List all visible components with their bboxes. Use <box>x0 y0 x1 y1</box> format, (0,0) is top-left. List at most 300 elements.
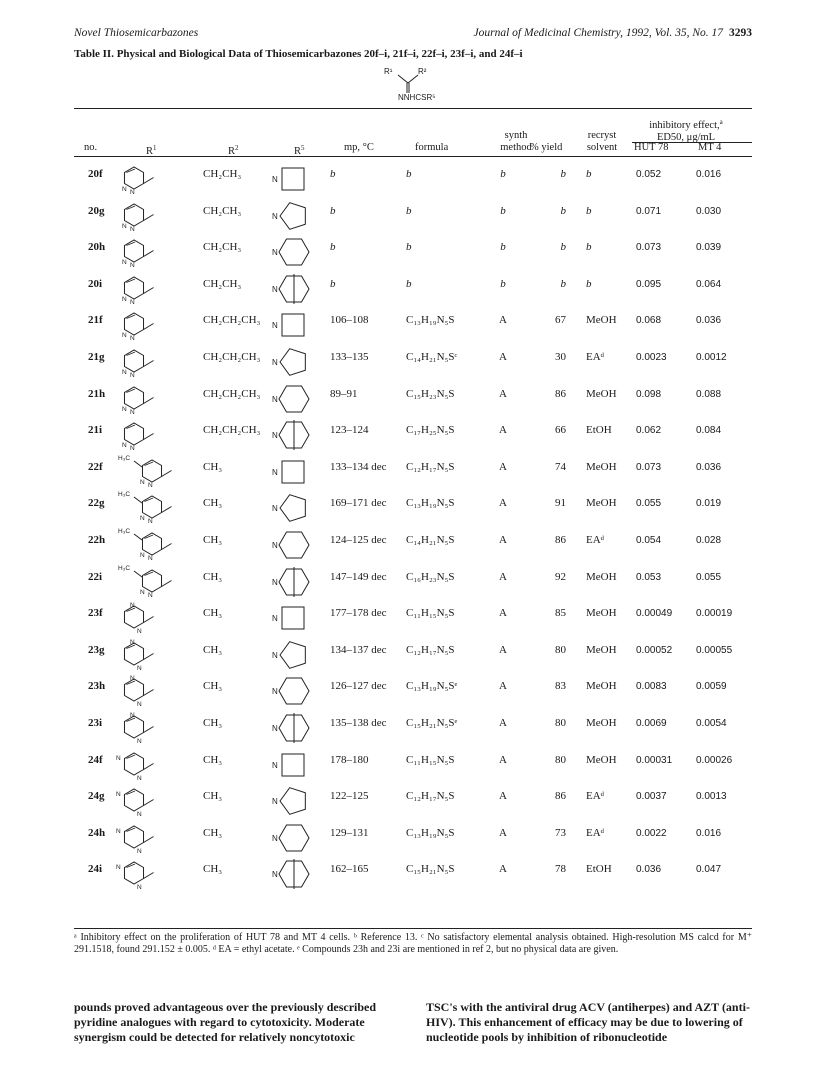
ed50-hut78: 0.00031 <box>636 754 673 766</box>
synth-method: A <box>499 790 507 803</box>
recryst-solvent: b <box>586 241 592 254</box>
r5-header-sup: 5 <box>301 144 305 152</box>
table-bottom-rule <box>74 928 752 929</box>
svg-text:N: N <box>130 638 135 646</box>
percent-yield: 66 <box>555 424 566 437</box>
table-top-rule <box>74 108 752 109</box>
percent-yield: 73 <box>555 826 566 839</box>
r1-structure-pyrazine <box>116 817 176 853</box>
melting-point: 162–165 <box>330 863 369 876</box>
compound-number: 20i <box>88 277 103 290</box>
percent-yield: 67 <box>555 314 566 327</box>
table-row <box>74 782 752 819</box>
table-row <box>74 270 752 307</box>
svg-text:N: N <box>122 295 127 303</box>
svg-text:N: N <box>272 723 278 733</box>
r5-structure-ring5 <box>270 343 320 377</box>
ed50-mt4: 0.0054 <box>696 717 727 729</box>
compound-number: 22g <box>88 497 105 510</box>
percent-yield: 85 <box>555 607 566 620</box>
svg-text:N: N <box>116 827 121 835</box>
formula: C₁₃H₁₉N₅Sᵉ <box>406 680 458 693</box>
recryst-solvent: MeOH <box>586 314 617 327</box>
ed50-hut78: 0.036 <box>636 864 662 876</box>
svg-text:N: N <box>272 431 278 441</box>
table-row <box>74 233 752 270</box>
body-text <box>74 1000 752 1060</box>
r5-structure-ring4 <box>270 746 320 780</box>
recryst-solvent: EtOH <box>586 424 612 437</box>
melting-point: b <box>330 277 336 290</box>
percent-yield: 80 <box>555 643 566 656</box>
r2-header-sup: 2 <box>235 144 239 152</box>
svg-text:N: N <box>140 551 145 559</box>
compound-number: 22f <box>88 460 103 473</box>
r2-substituent: CH₃ <box>203 643 223 656</box>
r5-structure-ring4 <box>270 453 320 487</box>
formula: C₁₄H₂₁N₅S <box>406 533 455 546</box>
table-title <box>74 48 523 60</box>
r5-structure-ring6 <box>270 233 320 267</box>
formula: C₁₇H₂₅N₅S <box>406 424 455 437</box>
formula: C₁₅H₂₃N₅S <box>406 387 455 400</box>
r1-structure-pyridazine <box>116 195 176 231</box>
formula: C₁₂H₁₇N₅S <box>406 790 455 803</box>
synth-method: A <box>499 570 507 583</box>
ed50-mt4: 0.036 <box>696 315 722 327</box>
recryst-solvent: MeOH <box>586 497 617 510</box>
synth-method: A <box>499 350 507 363</box>
ed50-mt4: 0.055 <box>696 571 722 583</box>
percent-yield: 92 <box>555 570 566 583</box>
svg-text:N: N <box>272 687 278 697</box>
percent-yield: 83 <box>555 680 566 693</box>
r2-substituent: CH₃ <box>203 607 223 620</box>
r2-substituent: CH₂CH₂CH₃ <box>203 350 261 363</box>
ed50-hut78: 0.071 <box>636 205 662 217</box>
svg-text:N: N <box>130 602 135 610</box>
svg-text:H₃C: H₃C <box>118 564 131 572</box>
r1-structure-pyrazine <box>116 780 176 819</box>
melting-point: 135–138 dec <box>330 716 387 729</box>
svg-text:N: N <box>122 405 127 413</box>
r2-substituent: CH₃ <box>203 680 223 693</box>
yield-header: % yield <box>530 142 563 153</box>
table-row <box>74 197 752 234</box>
table-row <box>74 306 752 343</box>
svg-text:N: N <box>272 797 278 807</box>
ed50-hut78: 0.00052 <box>636 644 673 656</box>
melting-point: 177–178 dec <box>330 607 387 620</box>
ed50-mt4: 0.00019 <box>696 608 733 620</box>
recryst-header-line1: recryst <box>587 130 617 141</box>
ed50-mt4: 0.030 <box>696 205 722 217</box>
svg-text:N: N <box>122 186 127 193</box>
svg-text:N: N <box>272 284 278 294</box>
compound-number: 21g <box>88 350 105 363</box>
ed50-hut78: 0.0083 <box>636 681 667 693</box>
r5-structure-ring4 <box>270 306 320 340</box>
table-row <box>74 636 752 673</box>
r1-structure-methylpyridazine <box>116 451 176 487</box>
synth-method: A <box>499 753 507 766</box>
formula: C₁₃H₁₉N₅S <box>406 826 455 839</box>
ed50-hut78: 0.052 <box>636 169 662 180</box>
table-caption: Physical and Biological Data of Thiosemicarbazones 20f–i, 21f–i, 22f–i, 23f–i, and 24f–i <box>116 48 523 60</box>
ed50-hut78: 0.0022 <box>636 827 667 839</box>
ed50-hut78: 0.095 <box>636 278 662 290</box>
svg-text:N: N <box>130 445 135 453</box>
ed50-mt4: 0.0013 <box>696 791 727 803</box>
svg-text:N: N <box>272 321 278 331</box>
r1-structure-pyridazine <box>116 268 176 304</box>
ed50-hut78: 0.053 <box>636 571 662 583</box>
melting-point: 134–137 dec <box>330 643 387 656</box>
r1-structure-methylpyridazine <box>116 487 176 526</box>
hut78-header: HUT 78 <box>634 142 669 153</box>
r2-substituent: CH₂CH₂CH₃ <box>203 424 261 437</box>
table-row <box>74 160 752 197</box>
synth-header-line2: method <box>500 142 532 153</box>
running-header-right <box>474 27 752 39</box>
percent-yield: 86 <box>555 533 566 546</box>
recryst-header <box>582 130 622 154</box>
ed50-hut78: 0.062 <box>636 425 662 437</box>
ed50-mt4: 0.064 <box>696 278 722 290</box>
synth-method: A <box>499 314 507 327</box>
percent-yield: 86 <box>555 790 566 803</box>
ed50-hut78: 0.0037 <box>636 791 667 803</box>
inhib-header-sup: a <box>719 118 723 126</box>
r2-substituent: CH₂CH₃ <box>203 168 242 180</box>
melting-point: b <box>330 204 336 217</box>
percent-yield: 80 <box>555 716 566 729</box>
percent-yield: b <box>560 168 566 180</box>
svg-text:N: N <box>140 588 145 596</box>
formula: b <box>406 204 412 217</box>
compound-number: 22h <box>88 533 106 546</box>
formula-header: formula <box>415 142 449 153</box>
r1-structure-methylpyridazine <box>116 524 176 560</box>
r1-header-text: R <box>146 146 154 157</box>
r5-structure-ring5 <box>270 636 320 670</box>
svg-text:H₃C: H₃C <box>118 454 131 462</box>
synth-header-line1: synth <box>504 130 528 141</box>
table-row <box>74 343 752 380</box>
synth-method: b <box>500 277 506 290</box>
svg-text:N: N <box>137 701 142 709</box>
recryst-solvent: MeOH <box>586 570 617 583</box>
formula: C₁₂H₁₇N₅S <box>406 643 455 656</box>
svg-text:N: N <box>122 368 127 376</box>
compound-number: 24h <box>88 826 106 839</box>
svg-text:N: N <box>148 591 153 599</box>
synth-method: b <box>500 241 506 254</box>
percent-yield: 74 <box>555 460 566 473</box>
recryst-solvent: EAᵈ <box>586 826 605 839</box>
recryst-solvent: EAᵈ <box>586 790 605 803</box>
r2-substituent: CH₃ <box>203 460 223 473</box>
compound-number: 24f <box>88 753 103 766</box>
ed50-mt4: 0.016 <box>696 169 722 180</box>
recryst-solvent: MeOH <box>586 643 617 656</box>
r2-substituent: CH₃ <box>203 497 223 510</box>
formula: C₁₃H₁₉N₅S <box>406 314 455 327</box>
body-text-right-column: TSC's with the antiviral drug ACV (antiherpes) and AZT (anti-HIV). This enhancement of efficacy may be due to lowering of nucleotide pools by inhibition of ribonucleotide <box>426 1000 750 1044</box>
svg-text:N: N <box>272 248 278 258</box>
compound-number: 22i <box>88 570 103 583</box>
svg-text:N: N <box>122 222 127 230</box>
svg-text:N: N <box>130 675 135 683</box>
ed50-hut78: 0.055 <box>636 498 662 510</box>
table-label: Table II. <box>74 48 114 60</box>
ed50-hut78: 0.0069 <box>636 717 667 729</box>
percent-yield: 78 <box>555 863 566 876</box>
svg-text:N: N <box>116 791 121 799</box>
svg-text:N: N <box>137 811 142 819</box>
recryst-solvent: b <box>586 168 592 180</box>
recryst-solvent: MeOH <box>586 387 617 400</box>
svg-text:N: N <box>272 760 278 770</box>
table-body <box>74 160 752 892</box>
recryst-solvent: MeOH <box>586 607 617 620</box>
r2-substituent: CH₃ <box>203 570 223 583</box>
ed50-mt4: 0.088 <box>696 388 722 400</box>
synth-method: A <box>499 680 507 693</box>
running-header-left: Novel Thiosemicarbazones <box>74 27 199 39</box>
synth-method: A <box>499 533 507 546</box>
ed50-mt4: 0.016 <box>696 827 722 839</box>
r1-header-sup: 1 <box>153 144 157 152</box>
svg-text:N: N <box>272 540 278 550</box>
svg-text:N: N <box>272 504 278 514</box>
r1-structure-pyrimidine <box>116 634 176 670</box>
svg-text:N: N <box>130 298 135 306</box>
table-row <box>74 416 752 453</box>
table-row <box>74 819 752 856</box>
svg-text:N: N <box>130 262 135 270</box>
recryst-solvent: EAᵈ <box>586 533 605 546</box>
inhib-header-line2: ED50, μg/mL <box>656 132 716 143</box>
r2-header-text: R <box>228 146 236 157</box>
recryst-solvent: MeOH <box>586 460 617 473</box>
r1-structure-pyridazine <box>116 231 176 270</box>
recryst-solvent: EtOH <box>586 863 612 876</box>
svg-text:N: N <box>137 737 142 745</box>
svg-text:H₃C: H₃C <box>118 527 131 535</box>
melting-point: 169–171 dec <box>330 497 387 510</box>
r5-structure-bicyclic <box>270 855 320 889</box>
ed50-mt4: 0.036 <box>696 461 722 473</box>
svg-text:N: N <box>148 554 153 562</box>
ed50-mt4: 0.0059 <box>696 681 727 693</box>
ed50-mt4: 0.0012 <box>696 351 727 363</box>
percent-yield: b <box>560 277 566 290</box>
melting-point: 178–180 <box>330 753 369 766</box>
ed50-hut78: 0.073 <box>636 242 662 254</box>
svg-text:N: N <box>130 371 135 379</box>
scheme-nnhcsr5: NNHCSR⁵ <box>398 93 436 102</box>
recryst-solvent: b <box>586 277 592 290</box>
r2-substituent: CH₃ <box>203 753 223 766</box>
synth-method: A <box>499 460 507 473</box>
compound-number: 23g <box>88 643 105 656</box>
svg-text:N: N <box>137 884 142 892</box>
r2-substituent: CH₃ <box>203 863 223 876</box>
general-structure-scheme <box>376 63 476 103</box>
formula: C₁₃H₁₉N₅S <box>406 497 455 510</box>
melting-point: 106–108 <box>330 314 369 327</box>
synth-method: A <box>499 497 507 510</box>
compound-number: 23f <box>88 607 103 620</box>
svg-text:N: N <box>137 774 142 782</box>
r2-substituent: CH₃ <box>203 826 223 839</box>
formula: C₁₁H₁₅N₅S <box>406 607 455 620</box>
ed50-hut78: 0.054 <box>636 534 662 546</box>
r1-structure-pyridazine <box>116 158 176 194</box>
journal-citation: Journal of Medicinal Chemistry, 1992, Vol. 35, No. 17 <box>473 27 723 39</box>
formula: C₁₄H₂₁N₅Sᶜ <box>406 350 458 363</box>
svg-text:N: N <box>137 847 142 855</box>
r2-substituent: CH₂CH₃ <box>203 241 242 254</box>
recryst-solvent: MeOH <box>586 680 617 693</box>
compound-number: 24g <box>88 790 105 803</box>
percent-yield: b <box>560 204 566 217</box>
formula: C₁₆H₂₃N₅S <box>406 570 455 583</box>
table-row <box>74 672 752 709</box>
ed50-mt4: 0.00055 <box>696 644 733 656</box>
melting-point: 89–91 <box>330 387 358 400</box>
formula: C₁₂H₁₇N₅S <box>406 460 455 473</box>
melting-point: b <box>330 168 336 180</box>
scheme-r2: R² <box>418 67 427 76</box>
mp-header: mp, °C <box>344 142 374 153</box>
svg-text:N: N <box>130 711 135 719</box>
percent-yield: b <box>560 241 566 254</box>
table-row <box>74 526 752 563</box>
compound-number: 20f <box>88 168 103 180</box>
scheme-r1: R¹ <box>384 67 393 76</box>
r5-structure-ring6 <box>270 526 320 560</box>
table-footnotes: ᵃ Inhibitory effect on the proliferation of HUT 78 and MT 4 cells. ᵇ Reference 13. ᶜ No satisfactory elemental analysis obtained. High-resolution MS calcd for M⁺ 291.1518, found 291.152 ± 0.005. ᵈ EA = ethyl acetate. ᵉ Compounds 23h and 23i are mentioned in ref 2, but no physical data are given. <box>74 932 752 955</box>
svg-text:N: N <box>272 577 278 587</box>
svg-text:N: N <box>137 628 142 636</box>
ed50-mt4: 0.00026 <box>696 754 733 766</box>
recryst-solvent: MeOH <box>586 753 617 766</box>
synth-method: A <box>499 716 507 729</box>
svg-text:N: N <box>272 357 278 367</box>
melting-point: 124–125 dec <box>330 533 387 546</box>
page-number: 3293 <box>729 27 752 39</box>
table-row <box>74 453 752 490</box>
r5-structure-ring5 <box>270 782 320 816</box>
r5-structure-ring6 <box>270 672 320 706</box>
synth-method: b <box>500 204 506 217</box>
table-row <box>74 855 752 892</box>
melting-point: 123–124 <box>330 424 369 437</box>
svg-text:N: N <box>272 833 278 843</box>
r2-substituent: CH₂CH₃ <box>203 277 242 290</box>
synth-method: A <box>499 863 507 876</box>
svg-text:N: N <box>122 442 127 450</box>
r5-structure-ring6 <box>270 819 320 853</box>
svg-text:N: N <box>272 614 278 624</box>
percent-yield: 30 <box>555 350 566 363</box>
r1-structure-pyrimidine <box>116 707 176 743</box>
r1-structure-pyridazine <box>116 341 176 377</box>
svg-text:N: N <box>130 335 135 343</box>
r2-substituent: CH₃ <box>203 533 223 546</box>
ed50-hut78: 0.0023 <box>636 351 667 363</box>
percent-yield: 91 <box>555 497 566 510</box>
synth-method: A <box>499 424 507 437</box>
ed50-mt4: 0.047 <box>696 864 722 876</box>
ed50-hut78: 0.068 <box>636 315 662 327</box>
r2-substituent: CH₃ <box>203 716 223 729</box>
melting-point: 129–131 <box>330 826 369 839</box>
svg-text:N: N <box>148 481 153 489</box>
compound-number: 20g <box>88 204 105 217</box>
svg-text:N: N <box>148 518 153 526</box>
formula: b <box>406 168 412 180</box>
formula: b <box>406 241 412 254</box>
compound-number: 20h <box>88 241 106 254</box>
svg-text:N: N <box>140 515 145 523</box>
ed50-mt4: 0.084 <box>696 425 722 437</box>
svg-text:N: N <box>116 754 121 762</box>
table-row <box>74 746 752 783</box>
r5-structure-bicyclic <box>270 563 320 597</box>
r5-structure-bicyclic <box>270 416 320 450</box>
svg-text:N: N <box>137 664 142 672</box>
synth-method: A <box>499 387 507 400</box>
svg-text:N: N <box>272 394 278 404</box>
table-row <box>74 380 752 417</box>
r2-substituent: CH₂CH₃ <box>203 204 242 217</box>
ed50-hut78: 0.00049 <box>636 608 673 620</box>
r1-structure-methylpyridazine <box>116 561 176 597</box>
melting-point: b <box>330 241 336 254</box>
compound-number: 23i <box>88 716 103 729</box>
ed50-mt4: 0.039 <box>696 242 722 254</box>
svg-text:N: N <box>122 259 127 267</box>
inhibitory-effect-header <box>620 116 752 144</box>
table-row <box>74 489 752 526</box>
r5-structure-ring5 <box>270 197 320 231</box>
melting-point: 147–149 dec <box>330 570 387 583</box>
r5-structure-bicyclic <box>270 270 320 304</box>
r2-substituent: CH₃ <box>203 790 223 803</box>
melting-point: 122–125 <box>330 790 369 803</box>
melting-point: 133–135 <box>330 350 369 363</box>
recryst-solvent: EAᵈ <box>586 350 605 363</box>
r5-structure-ring4 <box>270 599 320 633</box>
synth-method: A <box>499 826 507 839</box>
ed50-hut78: 0.098 <box>636 388 662 400</box>
recryst-header-line2: solvent <box>586 142 618 153</box>
svg-text:N: N <box>140 478 145 486</box>
r2-substituent: CH₂CH₂CH₃ <box>203 314 261 327</box>
compound-number: 21f <box>88 314 103 327</box>
svg-text:N: N <box>122 332 127 340</box>
table-row <box>74 709 752 746</box>
melting-point: 126–127 dec <box>330 680 387 693</box>
recryst-solvent: MeOH <box>586 716 617 729</box>
synth-method: b <box>500 168 506 180</box>
r5-structure-bicyclic <box>270 709 320 743</box>
formula: b <box>406 277 412 290</box>
svg-text:N: N <box>272 175 278 184</box>
